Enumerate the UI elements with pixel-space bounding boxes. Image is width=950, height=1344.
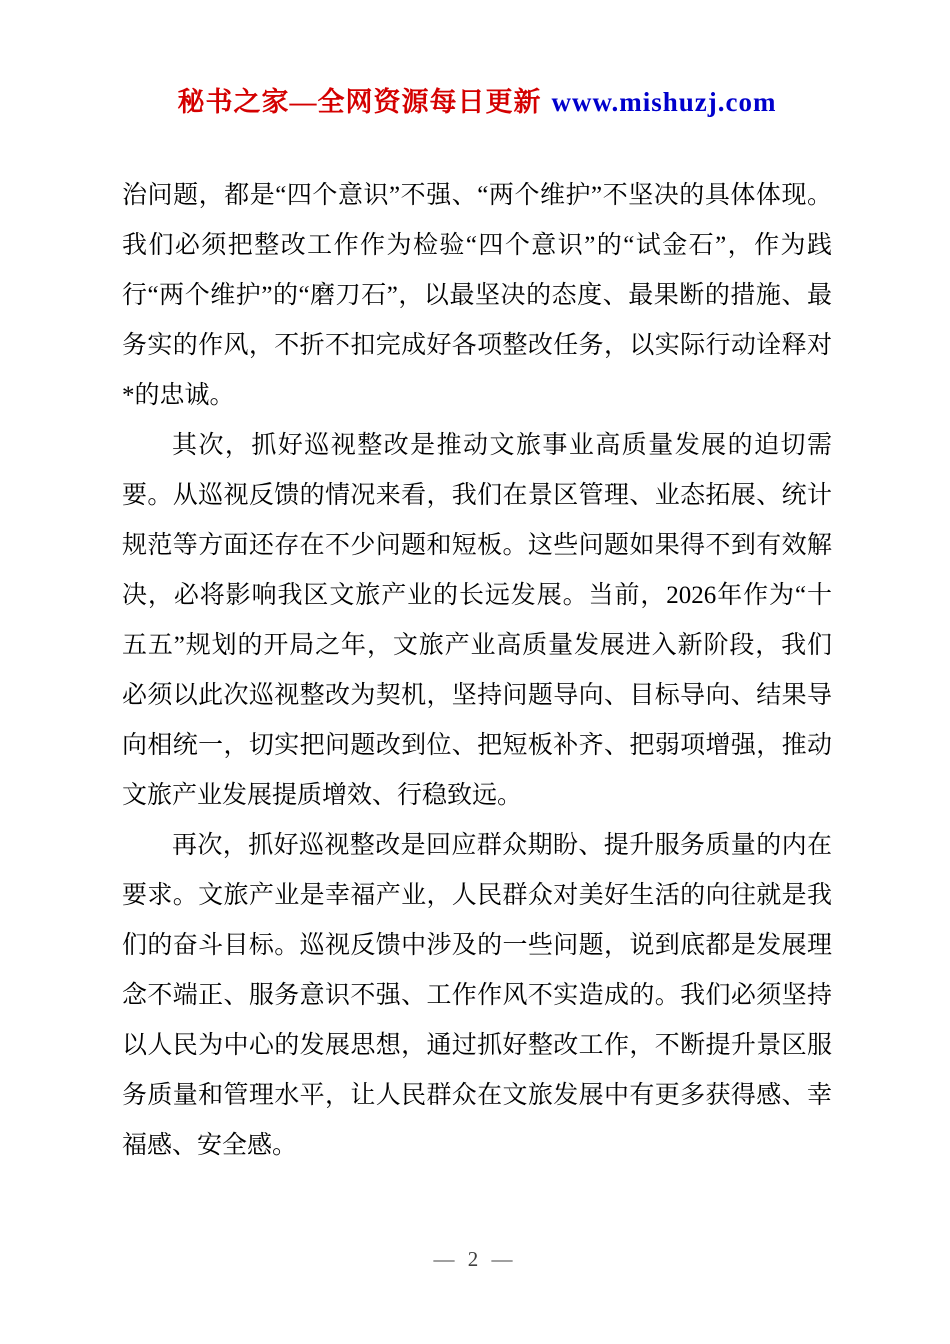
header-tagline: —全网资源每日更新 (289, 87, 542, 117)
page-number: — 2 — (433, 1247, 517, 1271)
document-header (122, 80, 832, 119)
site-url-link[interactable]: www.mishuzj.com (551, 87, 777, 117)
body-paragraph: 其次，抓好巡视整改是推动文旅事业高质量发展的迫切需要。从巡视反馈的情况来看，我们在景区管理、业态拓展、统计规范等方面还存在不少问题和短板。这些问题如果得不到有效解决，必将影响我区文旅产业的长远发展。当前，2026年作为“十五五”规划的开局之年，文旅产业高质量发展进入新阶段，我们必须以此次巡视整改为契机，坚持问题导向、目标导向、结果导向相统一，切实把问题改到位、把短板补齐、把弱项增强，推动文旅产业发展提质增效、行稳致远。 (122, 432, 832, 809)
body-paragraph: 治问题，都是“四个意识”不强、“两个维护”不坚决的具体体现。我们必须把整改工作作为检验“四个意识”的“试金石”，作为践行“两个维护”的“磨刀石”，以最坚决的态度、最果断的措施、最务实的作风，不折不扣完成好各项整改任务，以实际行动诠释对*的忠诚。 (122, 182, 832, 409)
site-name: 秘书之家 (177, 87, 290, 117)
document-body (122, 171, 832, 1171)
body-paragraph: 再次，抓好巡视整改是回应群众期盼、提升服务质量的内在要求。文旅产业是幸福产业，人民群众对美好生活的向往就是我们的奋斗目标。巡视反馈中涉及的一些问题，说到底都是发展理念不端正、服务意识不强、工作作风不实造成的。我们必须坚持以人民为中心的发展思想，通过抓好整改工作，不断提升景区服务质量和管理水平，让人民群众在文旅发展中有更多获得感、幸福感、安全感。 (122, 832, 832, 1159)
